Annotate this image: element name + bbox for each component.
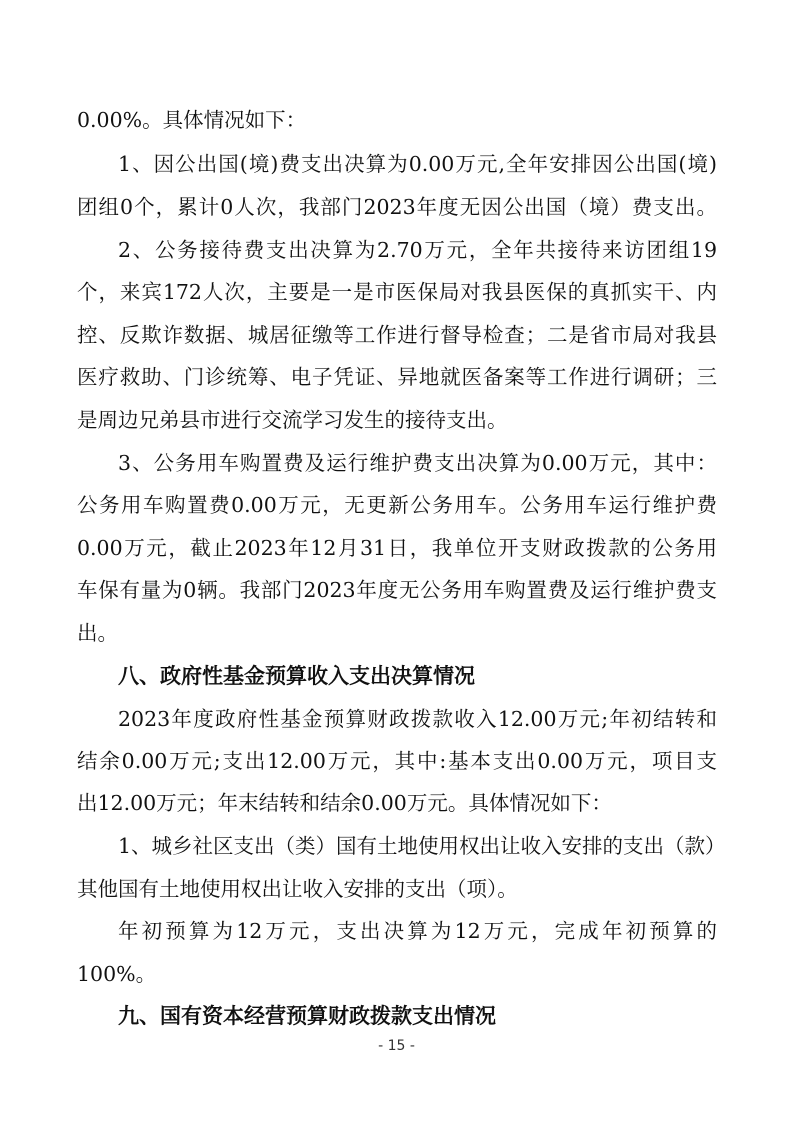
paragraph-line: 0.00%。具体情况如下： <box>77 108 307 132</box>
paragraph-line: 2023年度政府性基金预算财政拨款收入12.00万元;年初结转和 <box>118 707 717 731</box>
paragraph-line: 0.00万元，截止2023年12月31日，我单位开支财政拨款的公务用 <box>77 536 717 560</box>
paragraph-line: 车保有量为0辆。我部门2023年度无公务用车购置费及运行维护费支 <box>77 578 717 602</box>
paragraph-line: 其他国有土地使用权出让收入安排的支出（项）。 <box>77 877 518 901</box>
section-heading-8: 八、政府性基金预算收入支出决算情况 <box>118 663 475 688</box>
paragraph-line: 出12.00万元；年末结转和结余0.00万元。具体情况如下： <box>77 791 612 815</box>
paragraph-line: 年初预算为12万元，支出决算为12万元，完成年初预算的 <box>118 919 717 943</box>
paragraph-line: 1、因公出国(境)费支出决算为0.00万元,全年安排因公出国(境) <box>118 152 717 176</box>
paragraph-line: 控、反欺诈数据、城居征缴等工作进行督导检查；二是省市局对我县 <box>77 323 717 347</box>
paragraph-line: 2、公务接待费支出决算为2.70万元，全年共接待来访团组19 <box>118 238 717 262</box>
paragraph-line: 结余0.00万元;支出12.00万元，其中:基本支出0.00万元，项目支 <box>77 749 717 773</box>
paragraph-line: 1、城乡社区支出（类）国有土地使用权出让收入安排的支出（款） <box>118 834 726 858</box>
paragraph-line: 公务用车购置费0.00万元，无更新公务用车。公务用车运行维护费 <box>77 493 717 517</box>
paragraph-line: 100%。 <box>77 962 157 986</box>
paragraph-line: 个，来宾172人次，主要是一是市医保局对我县医保的真抓实干、内 <box>77 280 717 304</box>
paragraph-line: 团组0个，累计0人次，我部门2023年度无因公出国（境）费支出。 <box>77 195 717 219</box>
page-number: - 15 - <box>378 1038 415 1054</box>
paragraph-line: 3、公务用车购置费及运行维护费支出决算为0.00万元，其中： <box>118 451 717 475</box>
paragraph-line: 医疗救助、门诊统筹、电子凭证、异地就医备案等工作进行调研；三 <box>77 365 717 389</box>
paragraph-line: 出。 <box>77 621 118 645</box>
paragraph-line: 是周边兄弟县市进行交流学习发生的接待支出。 <box>77 408 508 432</box>
section-heading-9: 九、国有资本经营预算财政拨款支出情况 <box>118 1003 496 1028</box>
